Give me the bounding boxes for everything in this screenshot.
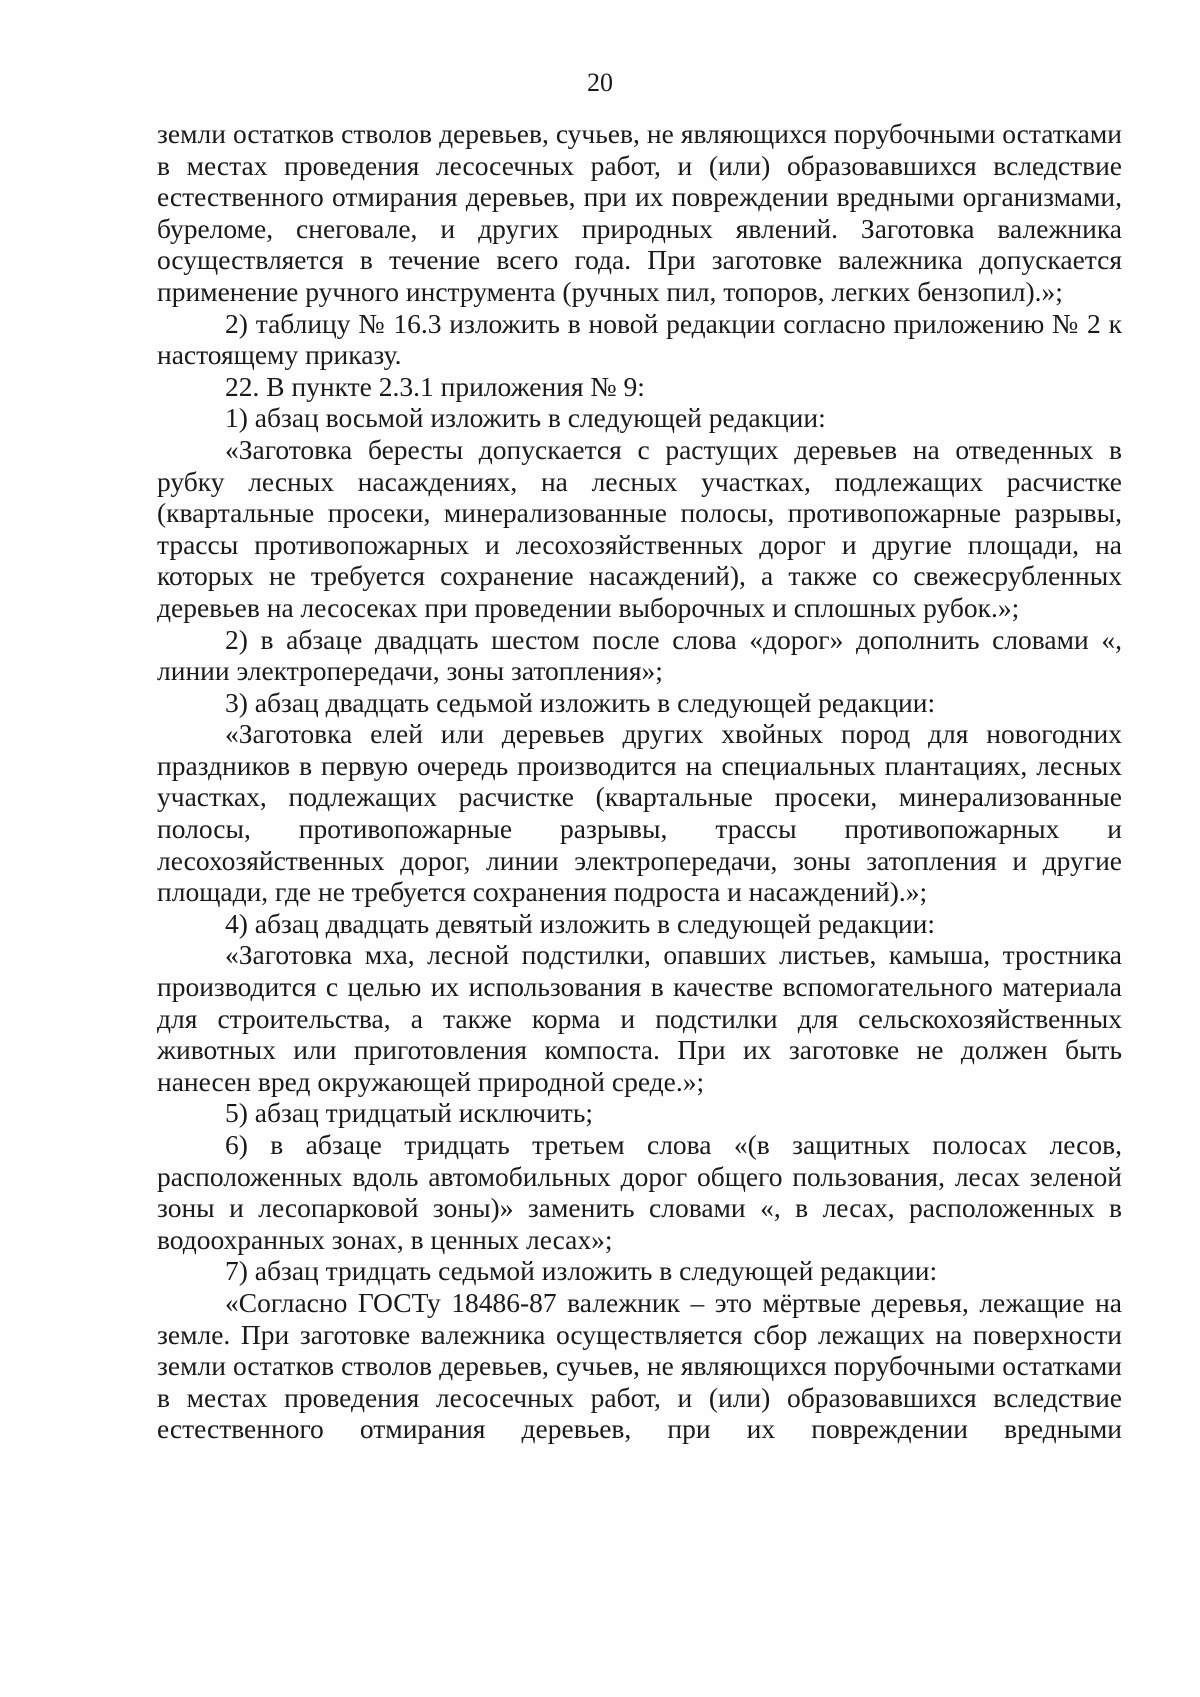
paragraph-item-5: 5) абзац тридцатый исключить; (225, 1097, 594, 1129)
page-number: 20 (587, 68, 613, 97)
paragraph-quote-deadwood: «Согласно ГОСТу 18486-87 валежник – это мёртвые деревья, лежащие на земле. При заготовке валежника осуществляется сбор лежащих на поверхности земли остатков стволов деревьев, сучьев, не являющихся порубочными остатками в местах проведения лесосечных работ, и (или) образовавшихся вследствие естественного отмирания деревьев, при их повреждении вредными (157, 1286, 1122, 1445)
paragraph-item-2: 2) в абзаце двадцать шестом после слова «дорог» дополнить словами «, линии электропередачи, зоны затопления»; (157, 623, 1122, 687)
paragraph-quote-moss: «Заготовка мха, лесной подстилки, опавших листьев, камыша, тростника производится с целью их использования в качестве вспомогательного материала для строительства, а также корма и подстилки для сельскохозяйственных животных или приготовления компоста. При их заготовке не должен быть нанесен вред окружающей природной среде.»; (157, 939, 1122, 1097)
paragraph-item-1: 1) абзац восьмой изложить в следующей редакции: (225, 402, 826, 434)
paragraph-item-6: 6) в абзаце тридцать третьем слова «(в защитных полосах лесов, расположенных вдоль автомобильных дорог общего пользования, лесах зеленой зоны и лесопарковой зоны)» заменить словами «, в лесах, расположенных в водоохранных зонах, в ценных лесах»; (157, 1129, 1122, 1255)
paragraph-item-3: 3) абзац двадцать седьмой изложить в следующей редакции: (225, 686, 936, 718)
paragraph-item-4: 4) абзац двадцать девятый изложить в следующей редакции: (225, 907, 936, 939)
paragraph-continuation: земли остатков стволов деревьев, сучьев, не являющихся порубочными остатками в местах проведения лесосечных работ, и (или) образовавшихся вследствие естественного отмирания деревьев, при их повреждении вредными организмами, буреломе, снеговале, и других природных явлений. Заготовка валежника осуществляется в течение всего года. При заготовке валежника допускается применение ручного инструмента (ручных пил, топоров, легких бензопил).»; (157, 118, 1122, 307)
paragraph-quote-firs: «Заготовка елей или деревьев других хвойных пород для новогодних праздников в первую очередь производится на специальных плантациях, лесных участках, подлежащих расчистке (квартальные просеки, минерализованные полосы, противопожарные разрывы, трассы противопожарных и лесохозяйственных дорог, линии электропередачи, зоны затопления и другие площади, где не требуется сохранения подроста и насаждений).»; (157, 718, 1122, 908)
document-body (157, 118, 1122, 1445)
paragraph-quote-bark: «Заготовка бересты допускается с растущих деревьев на отведенных в рубку лесных насаждениях, на лесных участках, подлежащих расчистке (квартальные просеки, минерализованные полосы, противопожарные разрывы, трассы противопожарных и лесохозяйственных дорог и другие площади, на которых не требуется сохранение насаждений), а также со свежесрубленных деревьев на лесосеках при проведении выборочных и сплошных рубок.»; (157, 433, 1122, 623)
paragraph-item-7: 7) абзац тридцать седьмой изложить в следующей редакции: (225, 1255, 938, 1287)
paragraph-item-2-table: 2) таблицу № 16.3 изложить в новой редакции согласно приложению № 2 к настоящему приказу. (157, 307, 1122, 371)
paragraph-point-22: 22. В пункте 2.3.1 приложения № 9: (225, 370, 645, 402)
